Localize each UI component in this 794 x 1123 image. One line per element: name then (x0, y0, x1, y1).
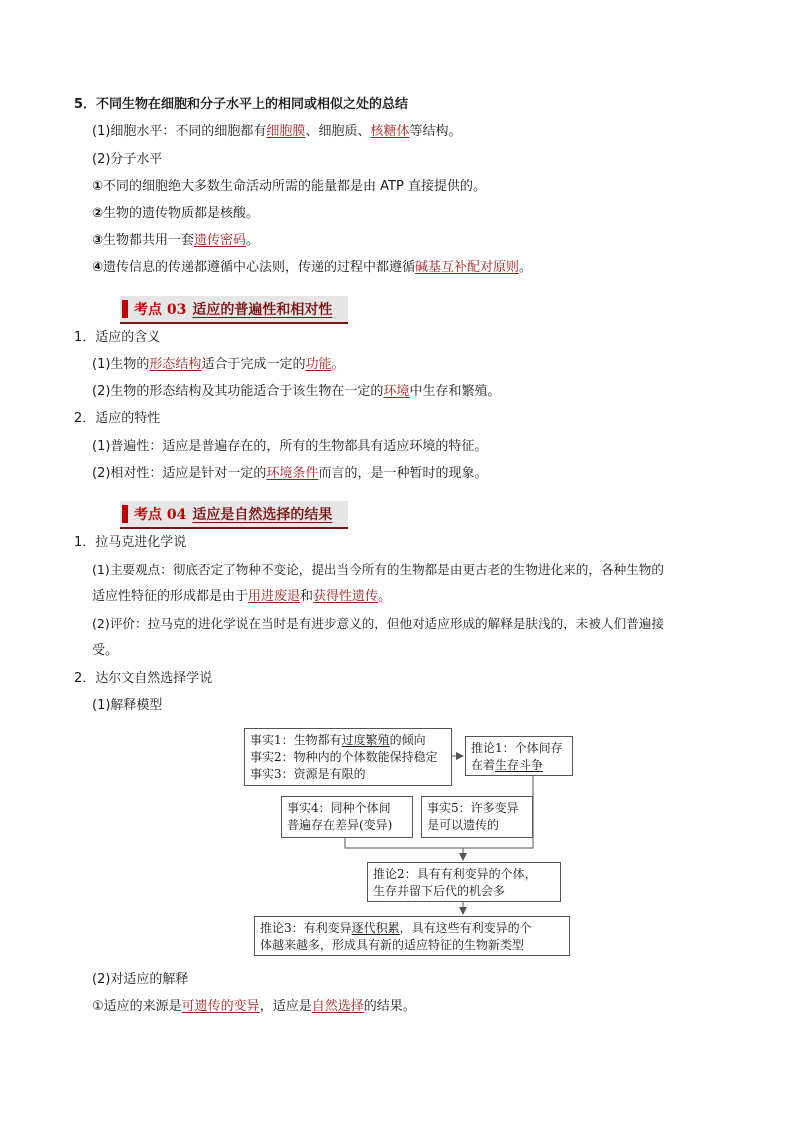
cell-level-line: (1)细胞水平：不同的细胞都有细胞膜、细胞质、核糖体等结构。 (92, 124, 462, 139)
s04-p2c: ①适应的来源是可遗传的变异，适应是自然选择的结果。 (92, 999, 416, 1014)
s04-p1: 1．拉马克进化学说 (74, 535, 187, 550)
keyword-use-disuse: 用进废退 (248, 589, 301, 604)
keyword-overproduction: 过度繁殖 (341, 733, 390, 747)
s03-p2b: (2)相对性：适应是针对一定的环境条件而言的，是一种暂时的现象。 (92, 466, 488, 481)
fact-4-box: 事实4：同种个体间 普遍存在差异(变异) (281, 796, 413, 838)
keyword-acquired-inheritance: 获得性遗传 (313, 589, 379, 604)
inference-1-box: 推论1：个体间存 在着生存斗争 (465, 736, 573, 776)
keyword-environment: 环境 (383, 384, 410, 399)
keyword-base-pairing: 碱基互补配对原则 (415, 260, 520, 275)
mol-item-4: ④遗传信息的传递都遵循中心法则，传递的过程中都遵循碱基互补配对原则。 (92, 260, 533, 275)
keyword-ribosome: 核糖体 (370, 124, 410, 139)
molecular-level-line: (2)分子水平 (92, 152, 163, 167)
mol-item-3: ③生物都共用一套遗传密码。 (92, 233, 260, 248)
s03-p1a: (1)生物的形态结构适合于完成一定的功能。 (92, 357, 345, 372)
keyword-cell-membrane: 细胞膜 (266, 124, 306, 139)
keyword-natural-selection: 自然选择 (311, 999, 364, 1014)
inference-2-box: 推论2：具有有利变异的个体， 生存并留下后代的机会多 (367, 862, 561, 902)
facts-1-3-box: 事实1：生物都有过度繁殖的倾向 事实2：物种内的个体数能保持稳定 事实3：资源是有限的 (244, 728, 452, 786)
s03-p1b: (2)生物的形态结构及其功能适合于该生物在一定的环境中生存和繁殖。 (92, 384, 501, 399)
s04-p1a2: 适应性特征的形成都是由于用进废退和获得性遗传。 (92, 589, 392, 604)
section-heading-03 (120, 296, 348, 324)
heading-title: 适应是自然选择的结果 (192, 507, 333, 523)
s03-p1: 1．适应的含义 (74, 330, 161, 345)
heading-marker-icon (122, 505, 128, 523)
keyword-accumulation: 逐代积累 (351, 921, 400, 935)
s03-p2a: (1)普遍性：适应是普遍存在的，所有的生物都具有适应环境的特征。 (92, 439, 488, 454)
keyword-function: 功能 (305, 357, 332, 372)
s03-p2: 2．适应的特性 (74, 411, 161, 426)
mol-item-1: ①不同的细胞绝大多数生命活动所需的能量都是由 ATP 直接提供的。 (92, 179, 486, 194)
heading-code: 考点 03 (134, 302, 187, 318)
keyword-struggle: 生存斗争 (495, 758, 544, 772)
s04-p1b: (2)评价：拉马克的进化学说在当时是有进步意义的，但他对适应形成的解释是肤浅的，未被人们普遍接 (92, 616, 664, 631)
section-heading-04 (120, 501, 348, 529)
keyword-morphology: 形态结构 (149, 357, 202, 372)
heading-title: 适应的普遍性和相对性 (192, 302, 333, 318)
s04-p2b: (2)对适应的解释 (92, 972, 189, 987)
heading-marker-icon (122, 300, 128, 318)
keyword-env-conditions: 环境条件 (266, 466, 319, 481)
s04-p1b2: 受。 (92, 643, 119, 658)
section5-title: 5．不同生物在细胞和分子水平上的相同或相似之处的总结 (74, 97, 409, 112)
inference-3-box: 推论3：有利变异逐代积累，具有这些有利变异的个 体越来越多，形成具有新的适应特征的生物新类型 (254, 916, 570, 956)
keyword-heritable-variation: 可遗传的变异 (181, 999, 260, 1014)
keyword-genetic-code: 遗传密码 (194, 233, 247, 248)
s04-p1a: (1)主要观点：彻底否定了物种不变论，提出当今所有的生物都是由更古老的生物进化来的，各种生物的 (92, 562, 664, 577)
s04-p2a: (1)解释模型 (92, 698, 163, 713)
heading-code: 考点 04 (134, 507, 187, 523)
mol-item-2: ②生物的遗传物质都是核酸。 (92, 206, 260, 221)
s04-p2: 2．达尔文自然选择学说 (74, 671, 213, 686)
fact-5-box: 事实5：许多变异 是可以遗传的 (421, 796, 533, 838)
connector-facts-merge (345, 838, 533, 848)
